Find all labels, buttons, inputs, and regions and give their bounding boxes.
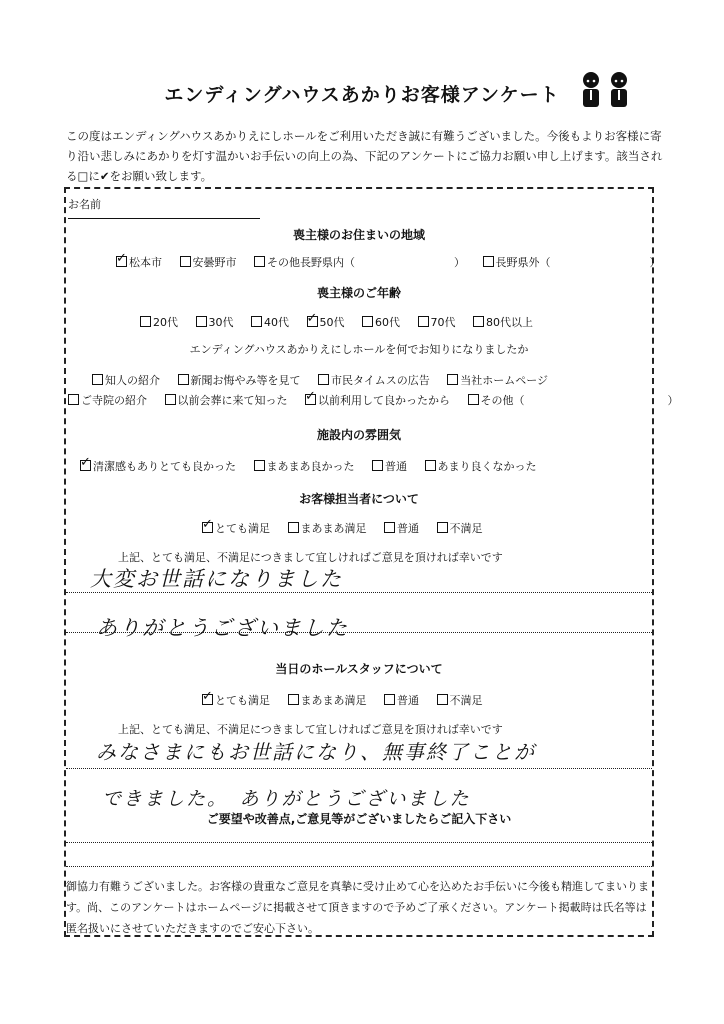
atmosphere-options [80, 458, 551, 474]
checkbox[interactable] [165, 394, 176, 405]
option-age-60s[interactable]: 60代 [362, 316, 400, 329]
checkbox[interactable] [196, 316, 207, 327]
checkbox[interactable] [68, 394, 79, 405]
checkbox[interactable] [437, 694, 448, 705]
checkbox[interactable] [362, 316, 373, 327]
option-age-50s[interactable]: ✓ 50代 [307, 316, 345, 329]
age-options [140, 314, 547, 330]
checkbox[interactable] [202, 694, 213, 705]
hall-staff-comment-handwriting-2: できました。 ありがとうございました [102, 788, 471, 810]
checkbox[interactable] [437, 522, 448, 533]
hall-staff-options [202, 692, 497, 708]
checkbox[interactable] [254, 256, 265, 267]
option-dissatisfied[interactable]: 不満足 [437, 694, 483, 707]
option-very-satisfied[interactable]: ✓とても満足 [202, 694, 270, 707]
source-options-row1 [92, 372, 562, 388]
checkbox[interactable] [384, 522, 395, 533]
checkbox[interactable] [140, 316, 151, 327]
checkbox[interactable] [288, 694, 299, 705]
staff-comment-handwriting-1: 大変お世話になりました [90, 567, 343, 591]
option-not-good[interactable]: あまり良くなかった [425, 460, 537, 473]
source-options-row2 [68, 392, 693, 408]
option-average[interactable]: 普通 [372, 460, 407, 473]
checkbox[interactable] [372, 460, 383, 471]
hall-staff-comment-handwriting-1: みなさまにもお世話になり、無事終了ことが [96, 740, 536, 764]
requests-heading: ご要望や改善点,ご意見等がございましたらご記入下さい [206, 812, 512, 826]
option-shimin-times[interactable]: 市民タイムスの広告 [318, 374, 430, 387]
option-age-30s[interactable]: 30代 [196, 316, 234, 329]
option-azumino[interactable]: 安曇野市 [180, 256, 237, 269]
checkbox[interactable] [483, 256, 494, 267]
option-temple[interactable]: ご寺院の紹介 [68, 394, 147, 407]
staff-comment-prompt: 上記、とても満足、不満足につきまして宜しければご意見を頂ければ幸いです [118, 551, 503, 564]
checkbox[interactable] [288, 522, 299, 533]
comment-line[interactable] [66, 866, 652, 867]
checkbox[interactable] [425, 460, 436, 471]
checkbox[interactable] [251, 316, 262, 327]
age-heading: 喪主様のご年齢 [316, 286, 401, 300]
checkbox[interactable] [180, 256, 191, 267]
name-field-underline[interactable] [68, 218, 260, 219]
option-previous-funeral[interactable]: 以前会葬に来て知った [165, 394, 288, 407]
checkbox[interactable] [473, 316, 484, 327]
option-matsumoto[interactable]: ✓松本市 [116, 256, 162, 269]
option-outside-nagano[interactable]: 長野県外（ ） [483, 256, 661, 269]
option-average[interactable]: 普通 [384, 522, 419, 535]
checkbox[interactable] [318, 374, 329, 385]
staff-heading: お客様担当者について [299, 492, 419, 506]
hall-staff-comment-prompt: 上記、とても満足、不満足につきまして宜しければご意見を頂ければ幸いです [118, 723, 503, 736]
closing-text: 御協力有難うございました。お客様の貴重なご意見を真摯に受け止めて心を込めたお手伝いに今後も精進してまいります。尚、このアンケートはホームページに掲載させて頂きますので予めご了承ください。アンケート掲載時は氏名等は匿名扱いにさせていただきますのでご安心下さい。 [66, 880, 649, 935]
comment-line[interactable] [66, 632, 652, 633]
option-acquaintance[interactable]: 知人の紹介 [92, 374, 160, 387]
option-dissatisfied[interactable]: 不満足 [437, 522, 483, 535]
checkbox[interactable] [202, 522, 213, 533]
option-age-80s-plus[interactable]: 80代以上 [473, 316, 533, 329]
staff-options [202, 520, 497, 536]
checkbox[interactable] [305, 394, 316, 405]
comment-line[interactable] [66, 842, 652, 843]
checkbox[interactable] [116, 256, 127, 267]
staff-comment-handwriting-2: ありがとうございました [96, 616, 349, 640]
option-fairly-good[interactable]: まあまあ良かった [254, 460, 355, 473]
option-other[interactable]: その他（ ） [468, 394, 679, 407]
option-homepage[interactable]: 当社ホームページ [447, 374, 548, 387]
option-very-clean[interactable]: ✓清潔感もありとても良かった [80, 460, 236, 473]
option-age-70s[interactable]: 70代 [418, 316, 456, 329]
source-heading: エンディングハウスあかりえにしホールを何でお知りになりましたか [189, 343, 529, 356]
checkbox[interactable] [418, 316, 429, 327]
option-other-nagano[interactable]: その他長野県内（ ） [254, 256, 465, 269]
residence-heading: 喪主様のお住まいの地域 [292, 228, 425, 242]
checkbox[interactable] [178, 374, 189, 385]
option-age-40s[interactable]: 40代 [251, 316, 289, 329]
two-staff-person-icon [576, 68, 636, 116]
residence-options [116, 254, 675, 270]
intro-text: この度はエンディングハウスあかりえにしホールをご利用いただき誠に有難うございました。今後もよりお客様に寄り沿い悲しみにあかりを灯す温かいお手伝いの向上の為、下記のアンケートにご協力お願い申し上げます。該当される□に✔をお願い致します。 [66, 129, 663, 183]
option-very-satisfied[interactable]: ✓とても満足 [202, 522, 270, 535]
checkbox[interactable] [447, 374, 458, 385]
option-previous-use[interactable]: ✓ 以前利用して良かったから [305, 394, 450, 407]
name-label: お名前 [68, 198, 101, 211]
comment-line[interactable] [66, 592, 652, 593]
option-fairly-satisfied[interactable]: まあまあ満足 [288, 694, 367, 707]
option-newspaper[interactable]: 新聞お悔やみ等を見て [178, 374, 301, 387]
option-fairly-satisfied[interactable]: まあまあ満足 [288, 522, 367, 535]
checkbox[interactable] [468, 394, 479, 405]
checkbox[interactable] [307, 316, 318, 327]
checkbox[interactable] [254, 460, 265, 471]
checkbox[interactable] [384, 694, 395, 705]
checkbox[interactable] [92, 374, 103, 385]
checkbox[interactable] [80, 460, 91, 471]
option-age-20s[interactable]: 20代 [140, 316, 178, 329]
option-average[interactable]: 普通 [384, 694, 419, 707]
atmosphere-heading: 施設内の雰囲気 [316, 428, 401, 442]
page-title: エンディングハウスあかりお客様アンケート [164, 84, 560, 106]
hall-staff-heading: 当日のホールスタッフについて [275, 662, 443, 676]
comment-line[interactable] [66, 768, 652, 769]
